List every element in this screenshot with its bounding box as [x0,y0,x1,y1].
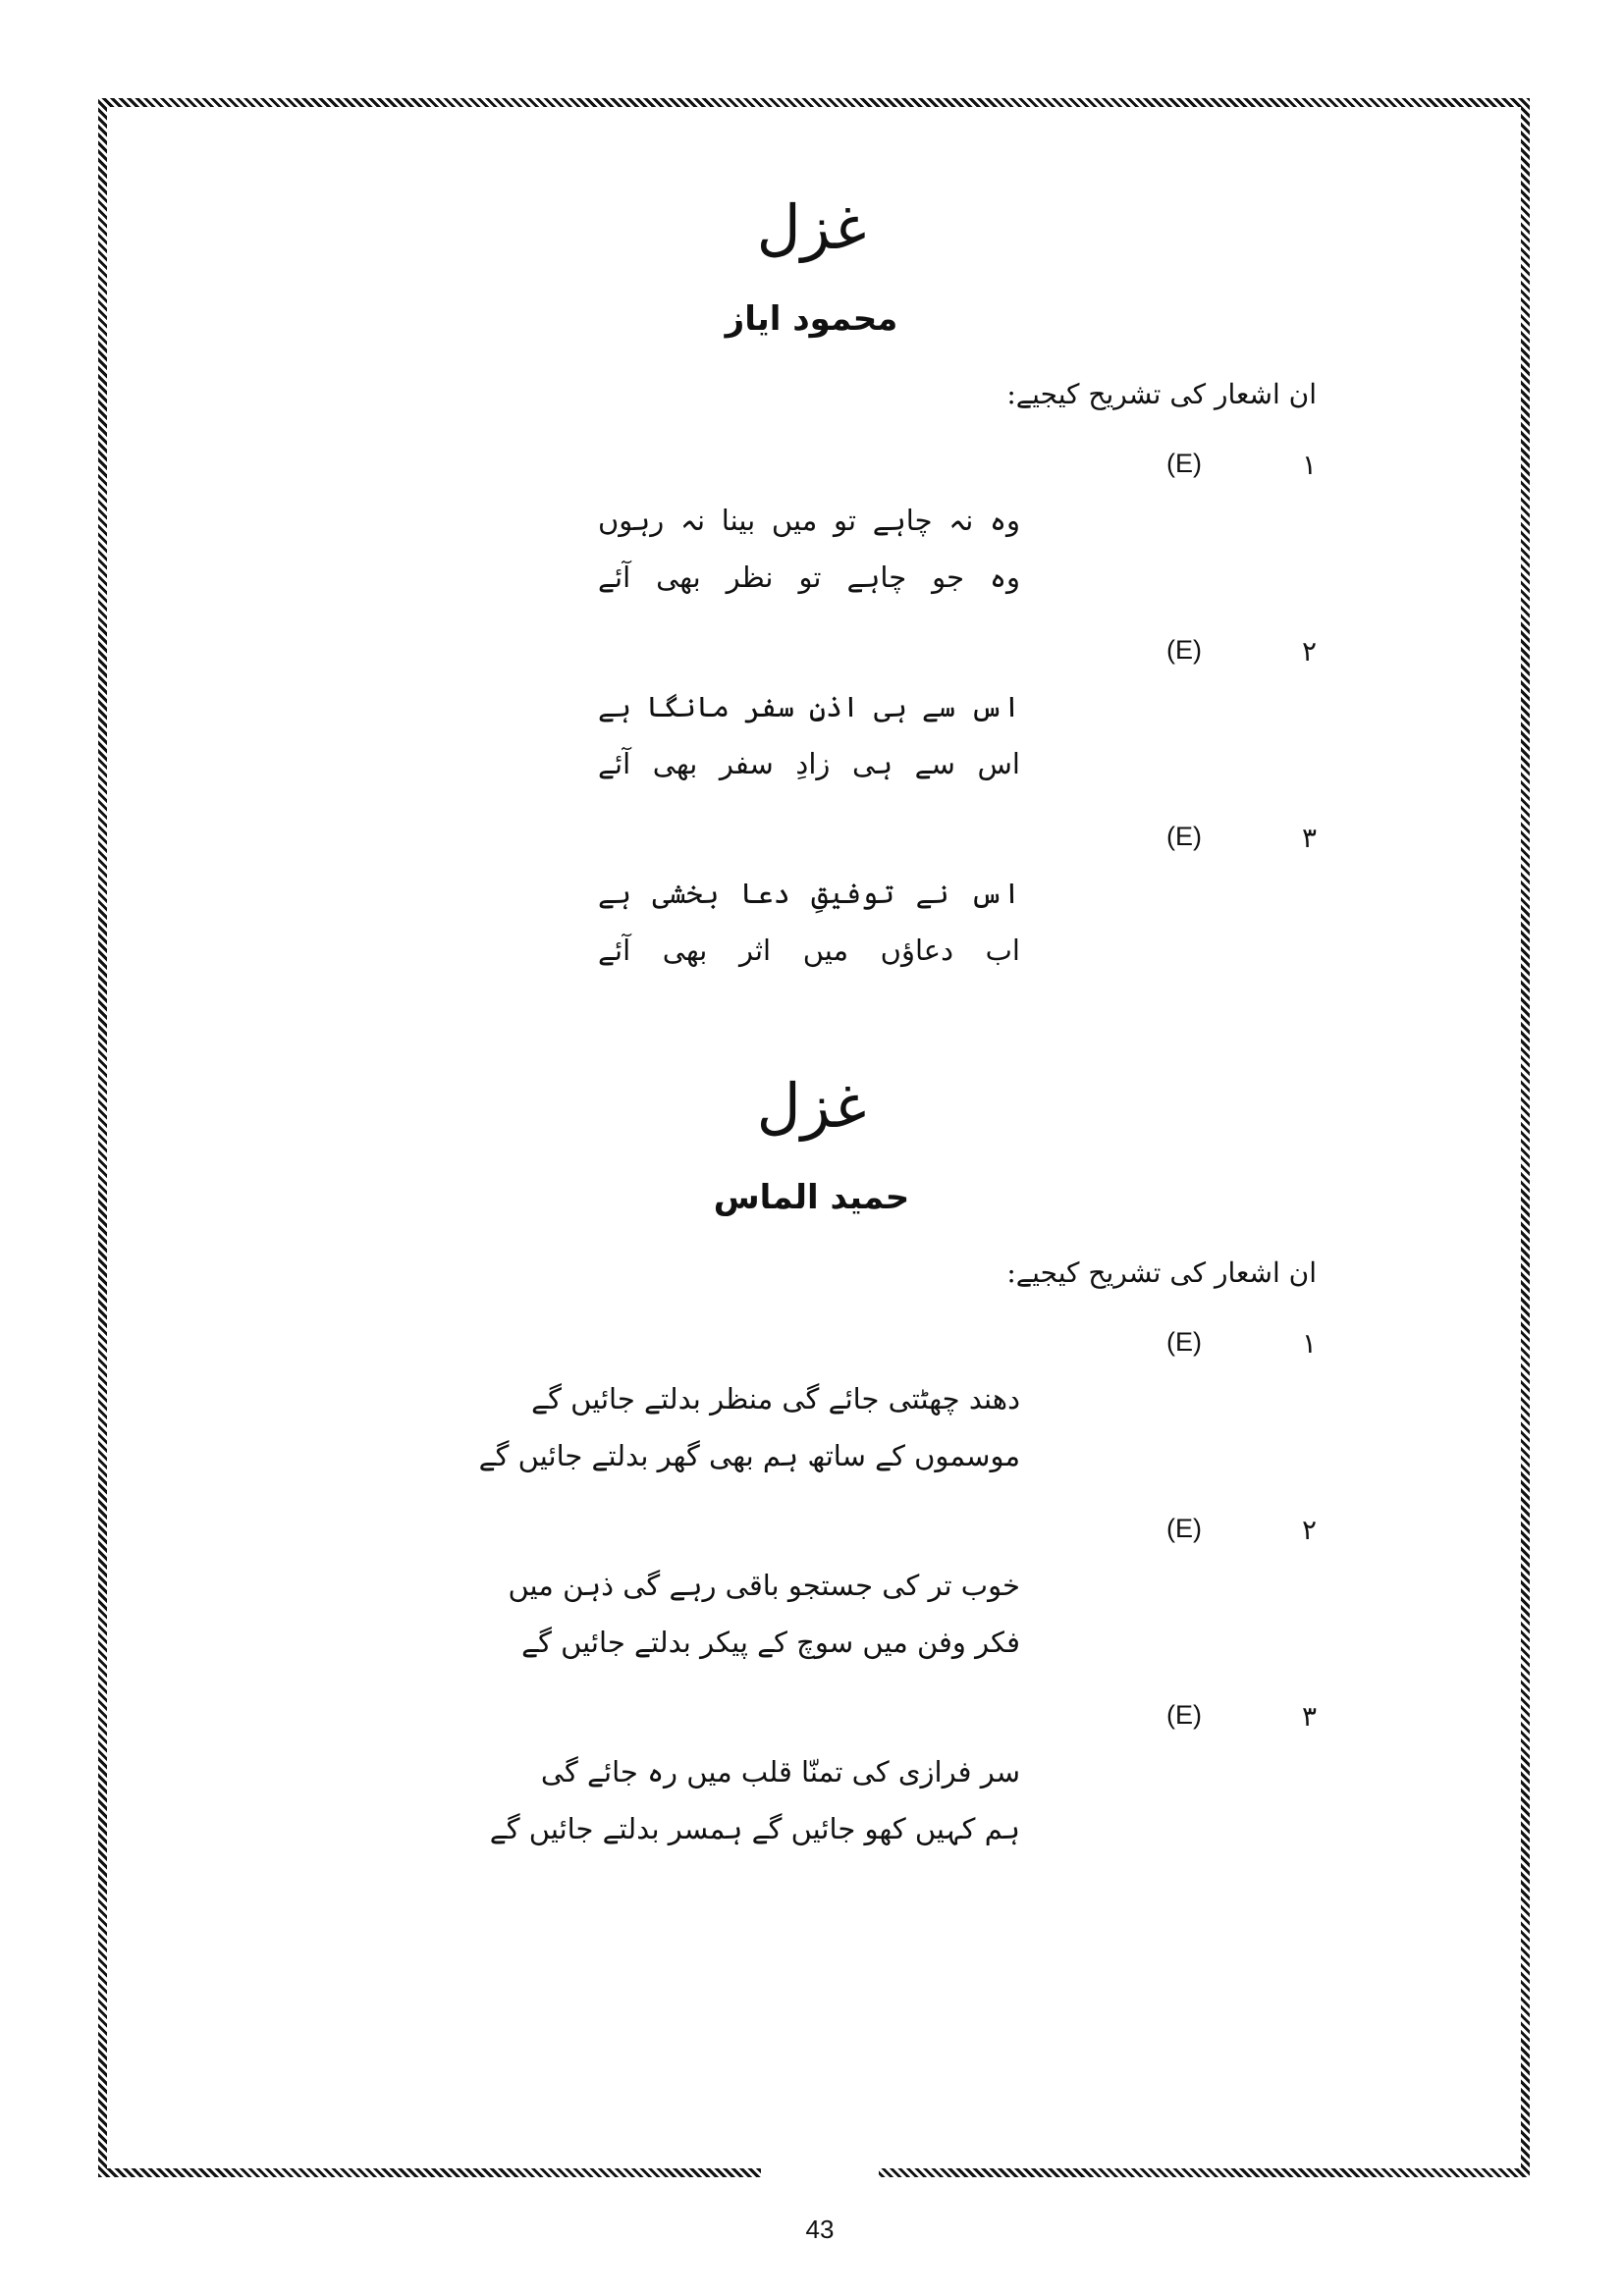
question-3 [0,1700,1623,1887]
question-3 [0,822,1623,1008]
question-marks: (E) [1166,449,1202,478]
question-marks: (E) [1166,1700,1202,1730]
question-1 [0,449,1623,635]
question-number: ۱ [1301,449,1317,481]
couplet-line-1: سر فرازی کی تمنّا قلب میں رہ جائے گی [540,1755,1020,1789]
question-number: ۲ [1301,635,1317,667]
poet-name: حمید الماس [713,1178,910,1217]
couplet-line-2: وہ جو چاہے تو نظر بھی آئے [598,561,1020,594]
question-2 [0,635,1623,822]
couplet-line-1: وہ نہ چاہے تو میں بینا نہ رہوں [598,504,1020,537]
page-number: 43 [805,2215,835,2244]
question-2 [0,1514,1623,1700]
instruction-text: ان اشعار کی تشریح کیجیے: [1006,1256,1317,1289]
question-marks: (E) [1166,1327,1202,1357]
instruction-text: ان اشعار کی تشریح کیجیے: [1006,378,1317,410]
ghazal-title: غزل [756,1070,867,1142]
question-marks: (E) [1166,1514,1202,1543]
question-marks: (E) [1166,822,1202,851]
couplet-line-1: اس نے توفیقِ دعا بخشی ہے [598,877,1020,910]
couplet-line-2: اب دعاؤں میں اثر بھی آئے [598,934,1020,967]
question-number: ۳ [1301,822,1317,854]
ghazal-title: غزل [756,191,867,263]
couplet-line-1: دھند چھٹتی جائے گی منظر بدلتے جائیں گے [531,1382,1020,1415]
couplet-line-1: خوب تر کی جستجو باقی رہے گی ذہن میں [508,1569,1020,1602]
couplet-line-2: اس سے ہی زادِ سفر بھی آئے [598,747,1020,780]
question-marks: (E) [1166,635,1202,665]
border-gap [761,2164,879,2190]
question-number: ۳ [1301,1700,1317,1733]
question-1 [0,1327,1623,1514]
question-number: ۱ [1301,1327,1317,1360]
couplet-line-2: فکر وفن میں سوچ کے پیکر بدلتے جائیں گے [521,1626,1020,1659]
couplet-line-1: اس سے ہی اذنِ سفر مانگا ہے [598,690,1020,723]
question-number: ۲ [1301,1514,1317,1546]
poet-name: محمود ایاز [725,299,898,339]
couplet-line-2: موسموں کے ساتھ ہم بھی گھر بدلتے جائیں گے [478,1439,1020,1472]
couplet-line-2: ہم کہیں کھو جائیں گے ہمسر بدلتے جائیں گے [489,1812,1020,1845]
